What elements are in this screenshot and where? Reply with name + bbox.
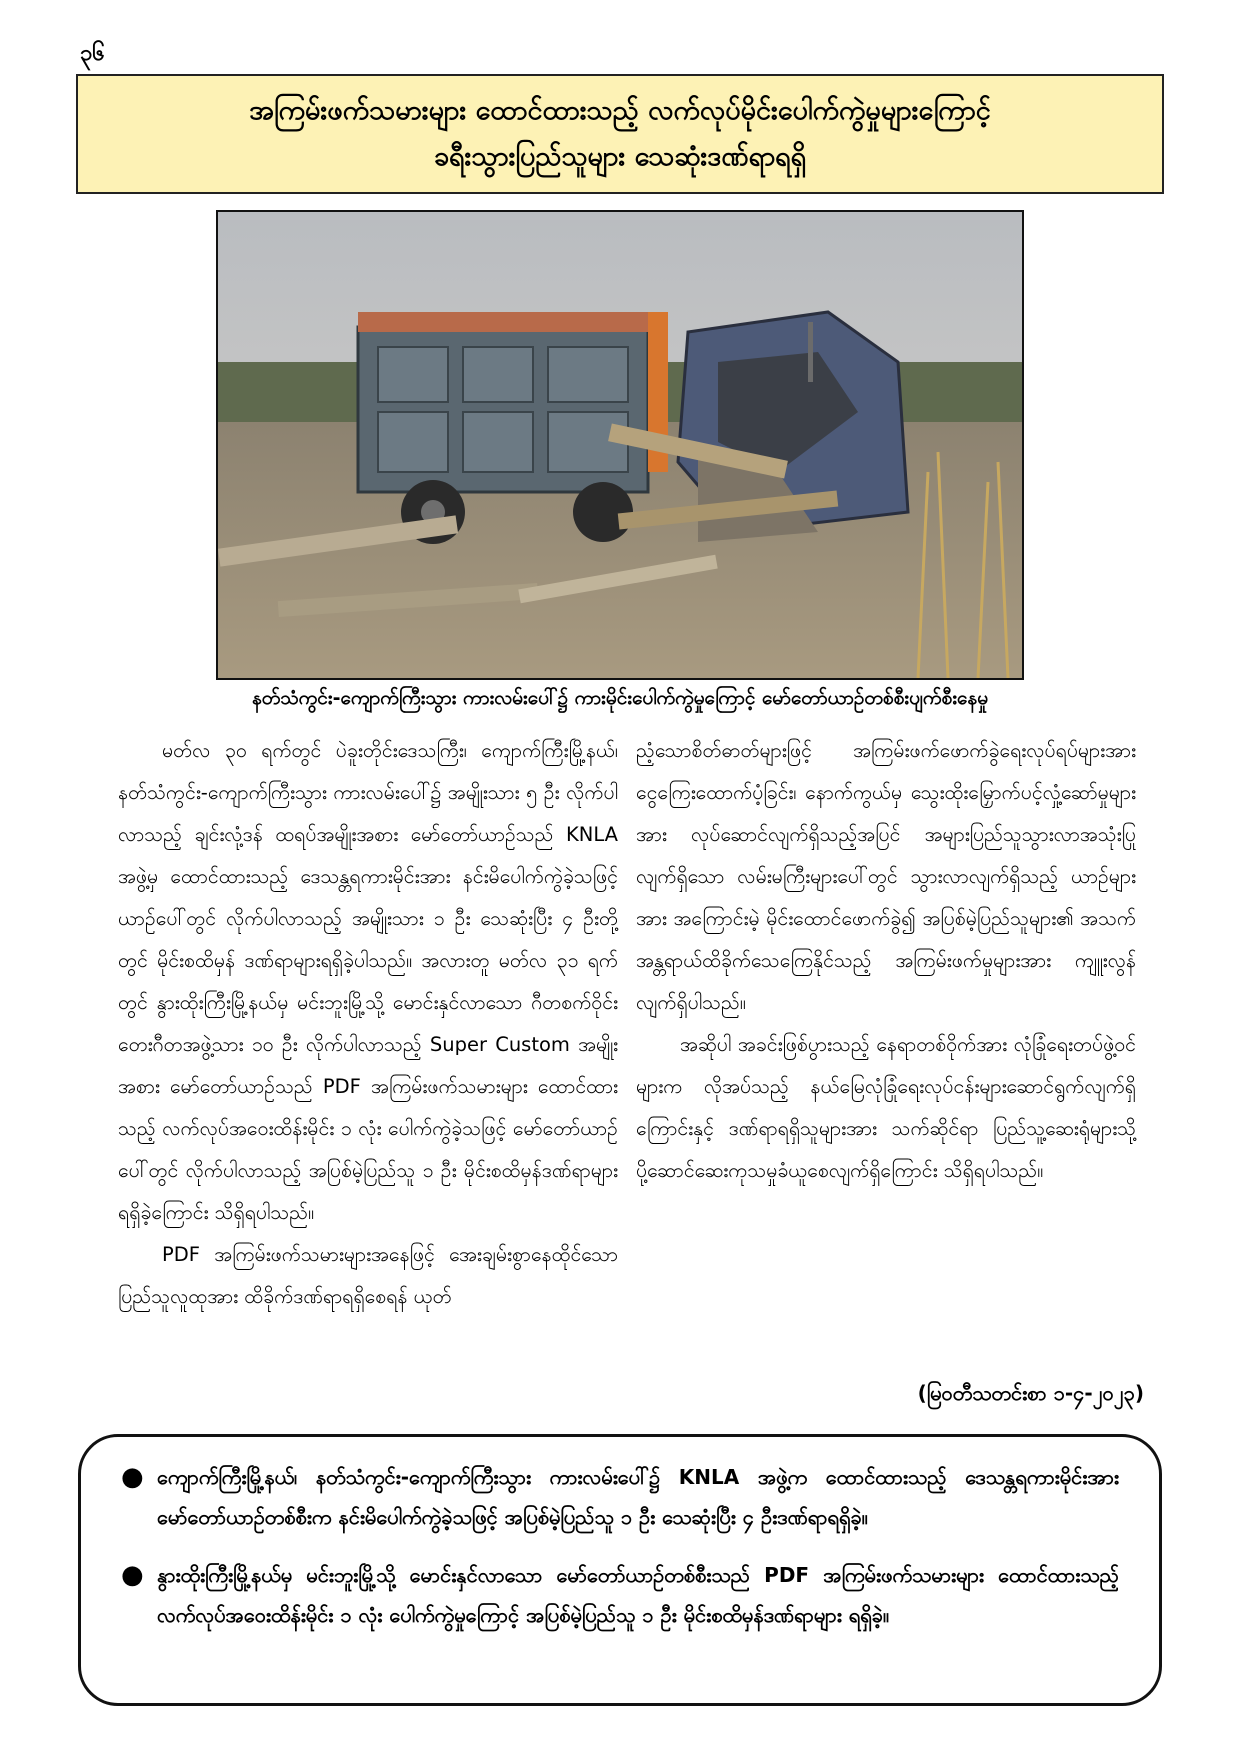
news-photo: [216, 210, 1024, 680]
summary-item: [121, 1555, 1119, 1635]
page-number: ၃၆: [80, 41, 105, 66]
article-paragraph: အဆိုပါ အခင်းဖြစ်ပွားသည့် နေရာတစ်ဝိုက်အား လုံခြုံရေးတပ်ဖွဲ့ဝင်များက လိုအပ်သည့် နယ်မြေလုံခြုံရေးလုပ်ငန်းများဆောင်ရွက်လျက်ရှိကြောင်းနှင့် ဒဏ်ရာရရှိသူများအား သက်ဆိုင်ရာ ပြည်သူ့ဆေးရုံများသို့ ပို့ဆောင်ဆေးကုသမှုခံယူစေလျက်ရှိကြောင်း သိရှိရပါသည်။: [636, 1033, 1136, 1182]
article-column-left: [118, 730, 618, 1318]
headline-line-1: အကြမ်းဖက်သမားများ ထောင်ထားသည့် လက်လုပ်မိုင်းပေါက်ကွဲမှုများကြောင့်: [249, 95, 991, 126]
article-paragraph: မတ်လ ၃၀ ရက်တွင် ပဲခူးတိုင်းဒေသကြီး၊ ကျောက်ကြီးမြို့နယ်၊ နတ်သံကွင်း-ကျောက်ကြီးသွား ကားလမ်းပေါ်၌ အမျိုးသား ၅ ဦး လိုက်ပါလာသည့် ချင်းလုံ့ဒန် ထရပ်အမျိုးအစား မော်တော်ယာဉ်သည် KNLA အဖွဲ့မှ ထောင်ထားသည့် ဒေသန္တရကားမိုင်းအား နင်းမိပေါက်ကွဲခဲ့သဖြင့် ယာဉ်ပေါ်တွင် လိုက်ပါလာသည့် အမျိုးသား ၁ ဦး သေဆုံးပြီး ၄ ဦးတို့တွင် မိုင်းစထိမှန် ဒဏ်ရာများရရှိခဲ့ပါသည်။ အလားတူ မတ်လ ၃၁ ရက်တွင် နွားထိုးကြီးမြို့နယ်မှ မင်းဘူးမြို့သို့ မောင်းနှင်လာသော ဂီတစက်ဝိုင်းတေးဂီတအဖွဲ့သား ၁၀ ဦး လိုက်ပါလာသည့် Super Custom အမျိုးအစား မော်တော်ယာဉ်သည် PDF အကြမ်းဖက်သမားများ ထောင်ထားသည့် လက်လုပ်အဝေးထိန်းမိုင်း ၁ လုံး ပေါက်ကွဲခဲ့သဖြင့် မော်တော်ယာဉ်ပေါ်တွင် လိုက်ပါလာသည့် အပြစ်မဲ့ပြည်သူ ၁ ဦး မိုင်းစထိမှန်ဒဏ်ရာများ ရရှိခဲ့ကြောင်း သိရှိရပါသည်။: [118, 739, 618, 1224]
article-column-right: [636, 730, 1136, 1192]
bullet-icon: ●: [121, 1560, 144, 1590]
headline-box: [76, 74, 1164, 194]
summary-text: ကျောက်ကြီးမြို့နယ်၊ နတ်သံကွင်း-ကျောက်ကြီးသွား ကားလမ်းပေါ်၌ KNLA အဖွဲ့က ထောင်ထားသည့် ဒေသန္တရကားမိုင်းအား မော်တော်ယာဉ်တစ်စီးက နင်းမိပေါက်ကွဲခဲ့သဖြင့် အပြစ်မဲ့ပြည်သူ ၁ ဦး သေဆုံးပြီး ၄ ဦးဒဏ်ရာရရှိခဲ့။: [157, 1465, 1119, 1529]
photo-caption: နတ်သံကွင်း-ကျောက်ကြီးသွား ကားလမ်းပေါ်၌ ကားမိုင်းပေါက်ကွဲမှုကြောင့် မော်တော်ယာဉ်တစ်စီးပျက်စီးနေမှု: [251, 687, 989, 709]
summary-box: [78, 1434, 1162, 1706]
headline-line-2: ခရီးသွားပြည်သူများ သေဆုံးဒဏ်ရာရရှိ: [433, 141, 807, 172]
damaged-truck-photo: [218, 212, 1022, 678]
source-citation: (မြဝတီသတင်းစာ ၁-၄-၂၀၂၃): [917, 1381, 1144, 1405]
article-paragraph: PDF အကြမ်းဖက်သမားများအနေဖြင့် အေးချမ်းစွာနေထိုင်သော ပြည်သူလူထုအား ထိခိုက်ဒဏ်ရာရရှိစေရန် ယုတ်: [118, 1243, 618, 1308]
bullet-icon: ●: [121, 1462, 144, 1492]
summary-text: နွားထိုးကြီးမြို့နယ်မှ မင်းဘူးမြို့သို့ မောင်းနှင်လာသော မော်တော်ယာဉ်တစ်စီးသည် PDF အကြမ်းဖက်သမားများ ထောင်ထားသည့် လက်လုပ်အဝေးထိန်းမိုင်း ၁ လုံး ပေါက်ကွဲမှုကြောင့် အပြစ်မဲ့ပြည်သူ ၁ ဦး မိုင်းစထိမှန်ဒဏ်ရာများ ရရှိခဲ့။: [157, 1563, 1119, 1627]
article-paragraph: ညံ့သောစိတ်ဓာတ်များဖြင့် အကြမ်းဖက်ဖောက်ခွဲရေးလုပ်ရပ်များအား ငွေကြေးထောက်ပံ့ခြင်း၊ နောက်ကွယ်မှ သွေးထိုးမြှောက်ပင့်လှုံ့ဆော်မှုများအား လုပ်ဆောင်လျက်ရှိသည့်အပြင် အများပြည်သူသွားလာအသုံးပြုလျက်ရှိသော လမ်းမကြီးများပေါ်တွင် သွားလာလျက်ရှိသည့် ယာဉ်များအား အကြောင်းမဲ့ မိုင်းထောင်ဖောက်ခွဲ၍ အပြစ်မဲ့ပြည်သူများ၏ အသက်အန္တရာယ်ထိခိုက်သေကြေနိုင်သည့် အကြမ်းဖက်မှုများအား ကျူးလွန်လျက်ရှိပါသည်။: [636, 739, 1136, 1014]
summary-item: [121, 1457, 1119, 1537]
